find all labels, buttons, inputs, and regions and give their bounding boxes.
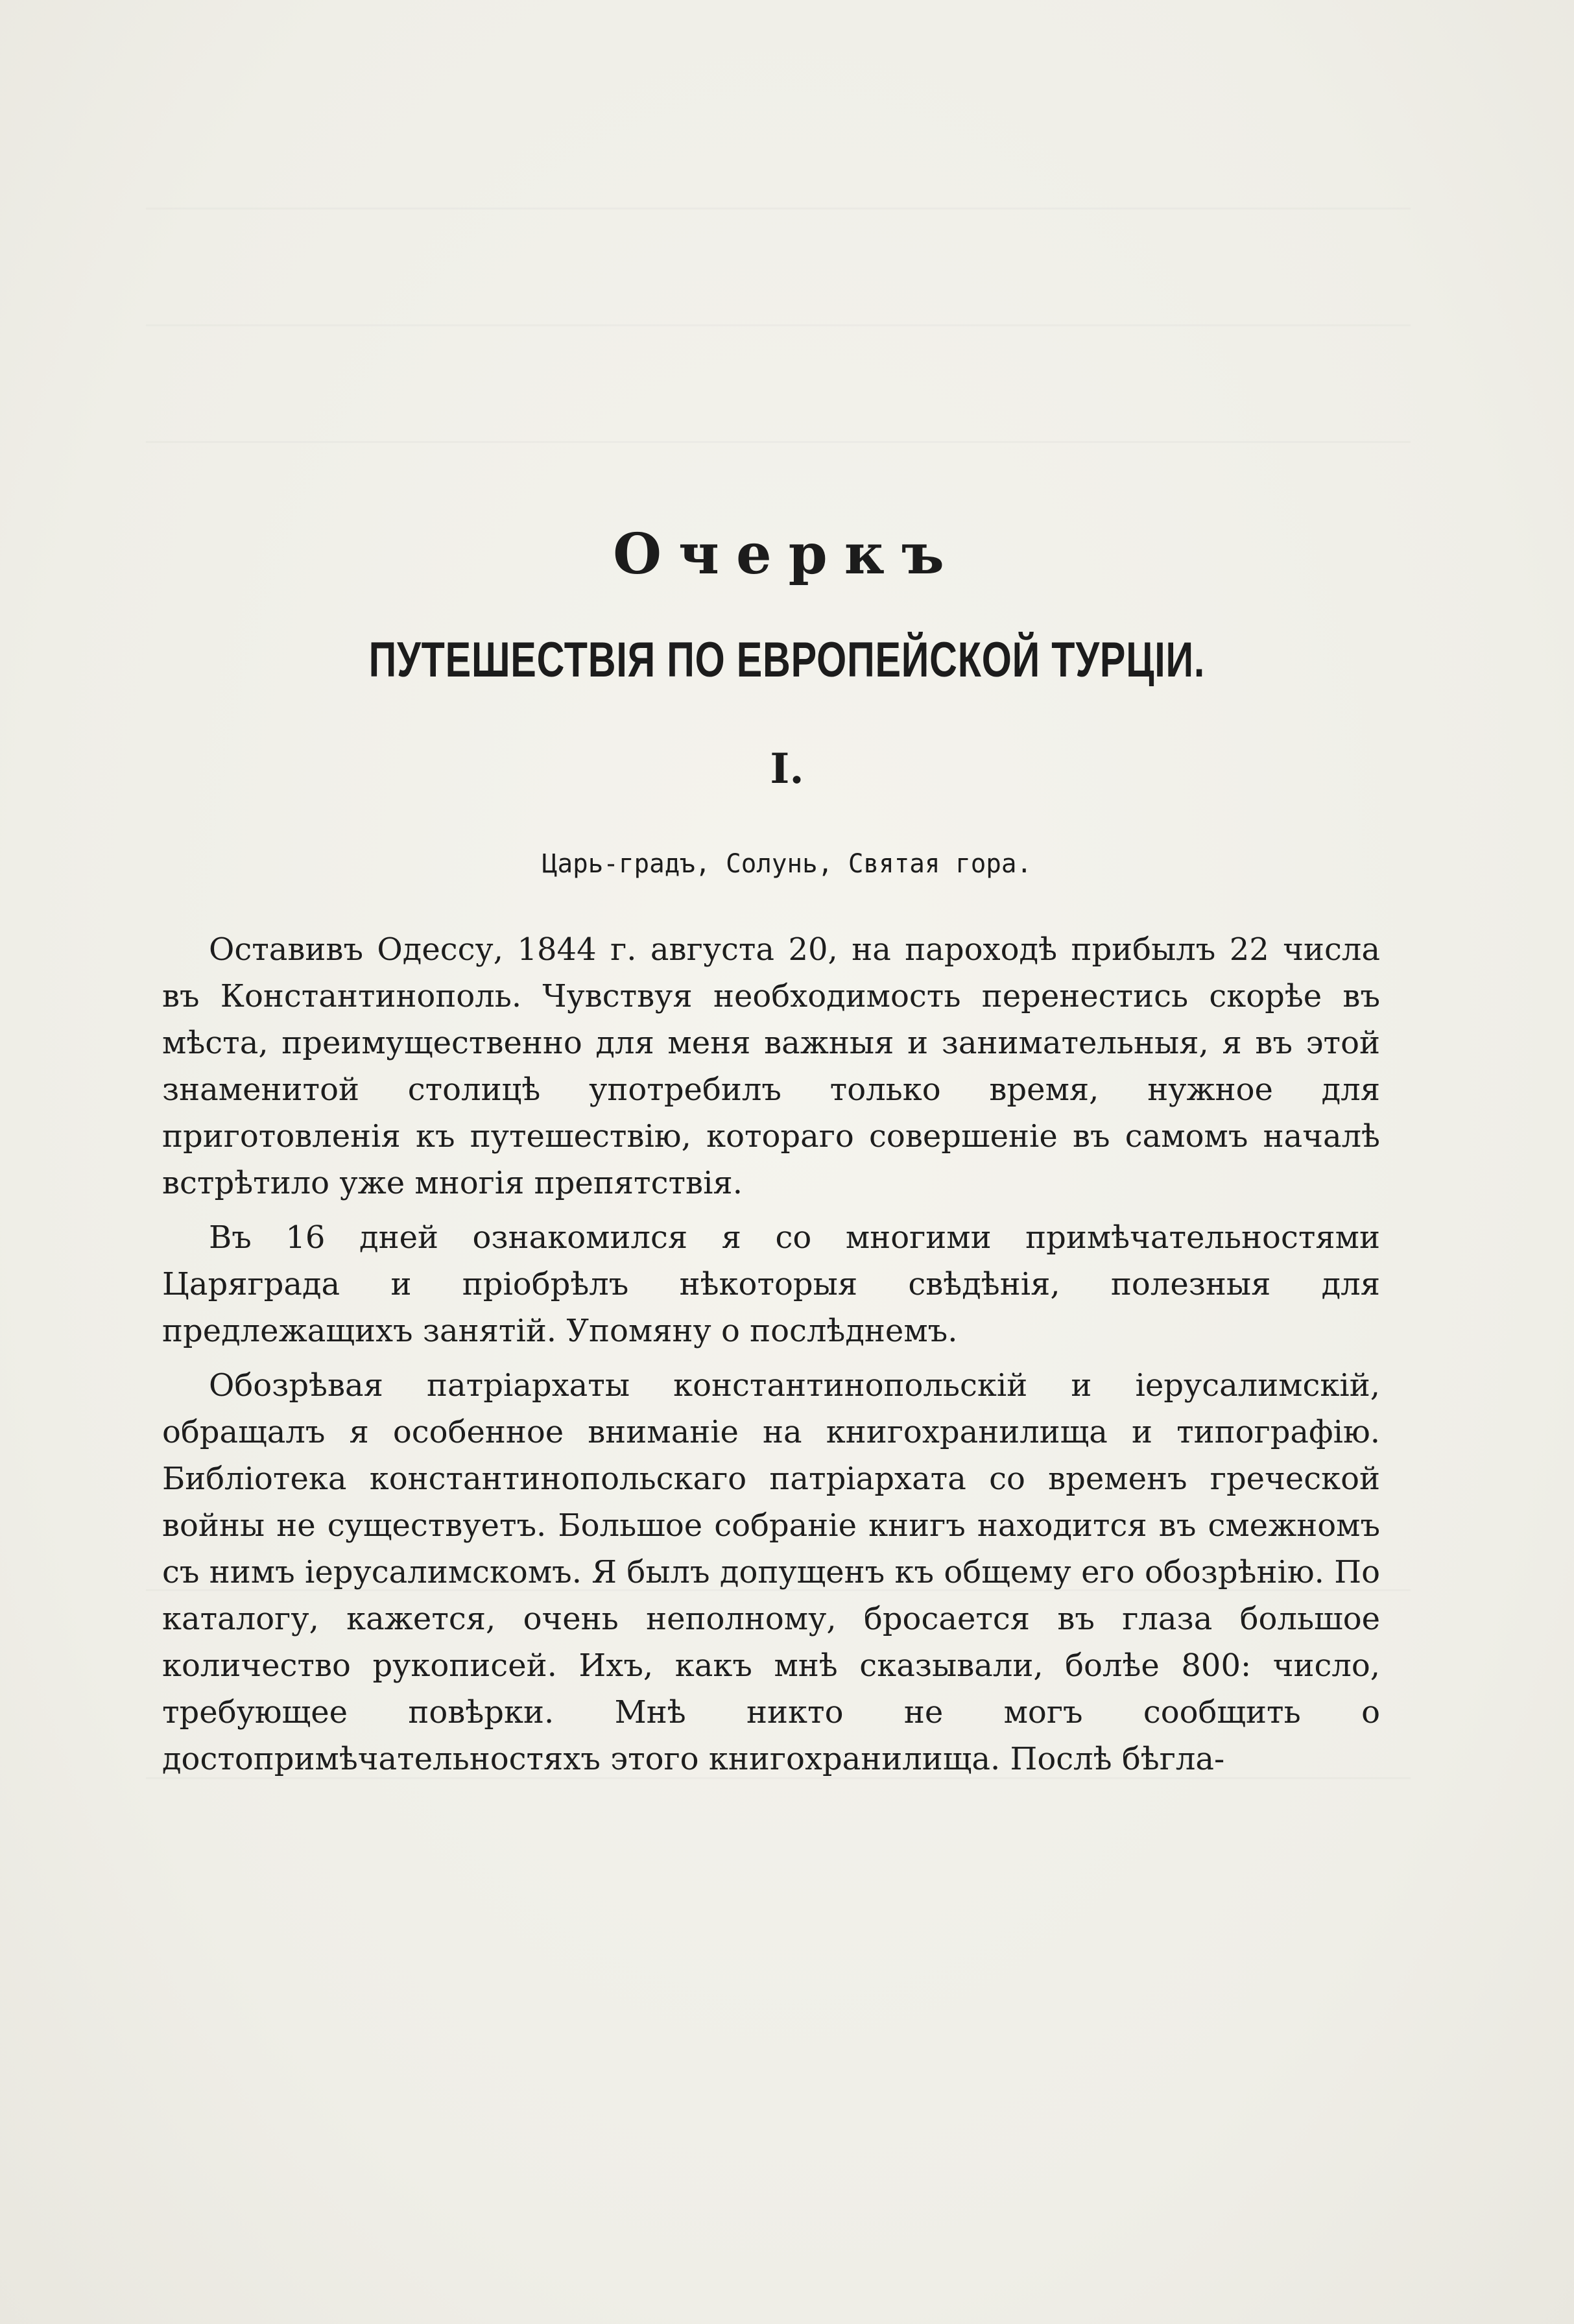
paragraph: Обозрѣвая патріархаты константинопольскій и іерусалимскій, обращалъ я особенное вниманіе на книгохранилища и типографію. Библіотека константинопольскаго патріархата со временъ греческой войны не существуетъ. Большое собраніе книгъ находится въ смежномъ съ нимъ іерусалимскомъ. Я былъ допущенъ къ общему его обозрѣнію. По каталогу, кажется, очень неполному, бросается въ глаза большое количество рукописей. Ихъ, какъ мнѣ сказывали, болѣе 800: число, требующее повѣрки. Мнѣ никто не могъ сообщить о достопримѣчательностяхъ этого книгохранилища. Послѣ бѣгла- bbox=[162, 1367, 1380, 1777]
page-subtitle: ПУТЕШЕСТВІЯ ПО ЕВРОПЕЙСКОЙ ТУРЦІИ. bbox=[368, 632, 1206, 688]
body-text bbox=[162, 926, 1380, 1790]
chapter-number: I. bbox=[770, 745, 804, 793]
bleed-through-line bbox=[146, 208, 1411, 210]
paragraph: Оставивъ Одессу, 1844 г. августа 20, на пароходѣ прибылъ 22 числа въ Константинополь. Чувствуя необходимость перенестись скорѣе въ мѣста, преимущественно для меня важныя и занимательныя, я въ этой знаменитой столицѣ употребилъ только время, нужное для приготовленія къ путешествію, котораго совершеніе въ самомъ началѣ встрѣтило уже многія препятствія. bbox=[162, 931, 1380, 1201]
bleed-through-line bbox=[146, 441, 1411, 443]
chapter-places: Царь-градъ, Солунь, Святая гора. bbox=[542, 849, 1032, 879]
bleed-through-line bbox=[146, 324, 1411, 326]
paragraph: Въ 16 дней ознакомился я со многими примѣчательностями Царяграда и пріобрѣлъ нѣкоторыя свѣдѣнія, полезныя для предлежащихъ занятій. Упомяну о послѣднемъ. bbox=[162, 1219, 1380, 1349]
page-title: Очеркъ bbox=[613, 521, 961, 587]
